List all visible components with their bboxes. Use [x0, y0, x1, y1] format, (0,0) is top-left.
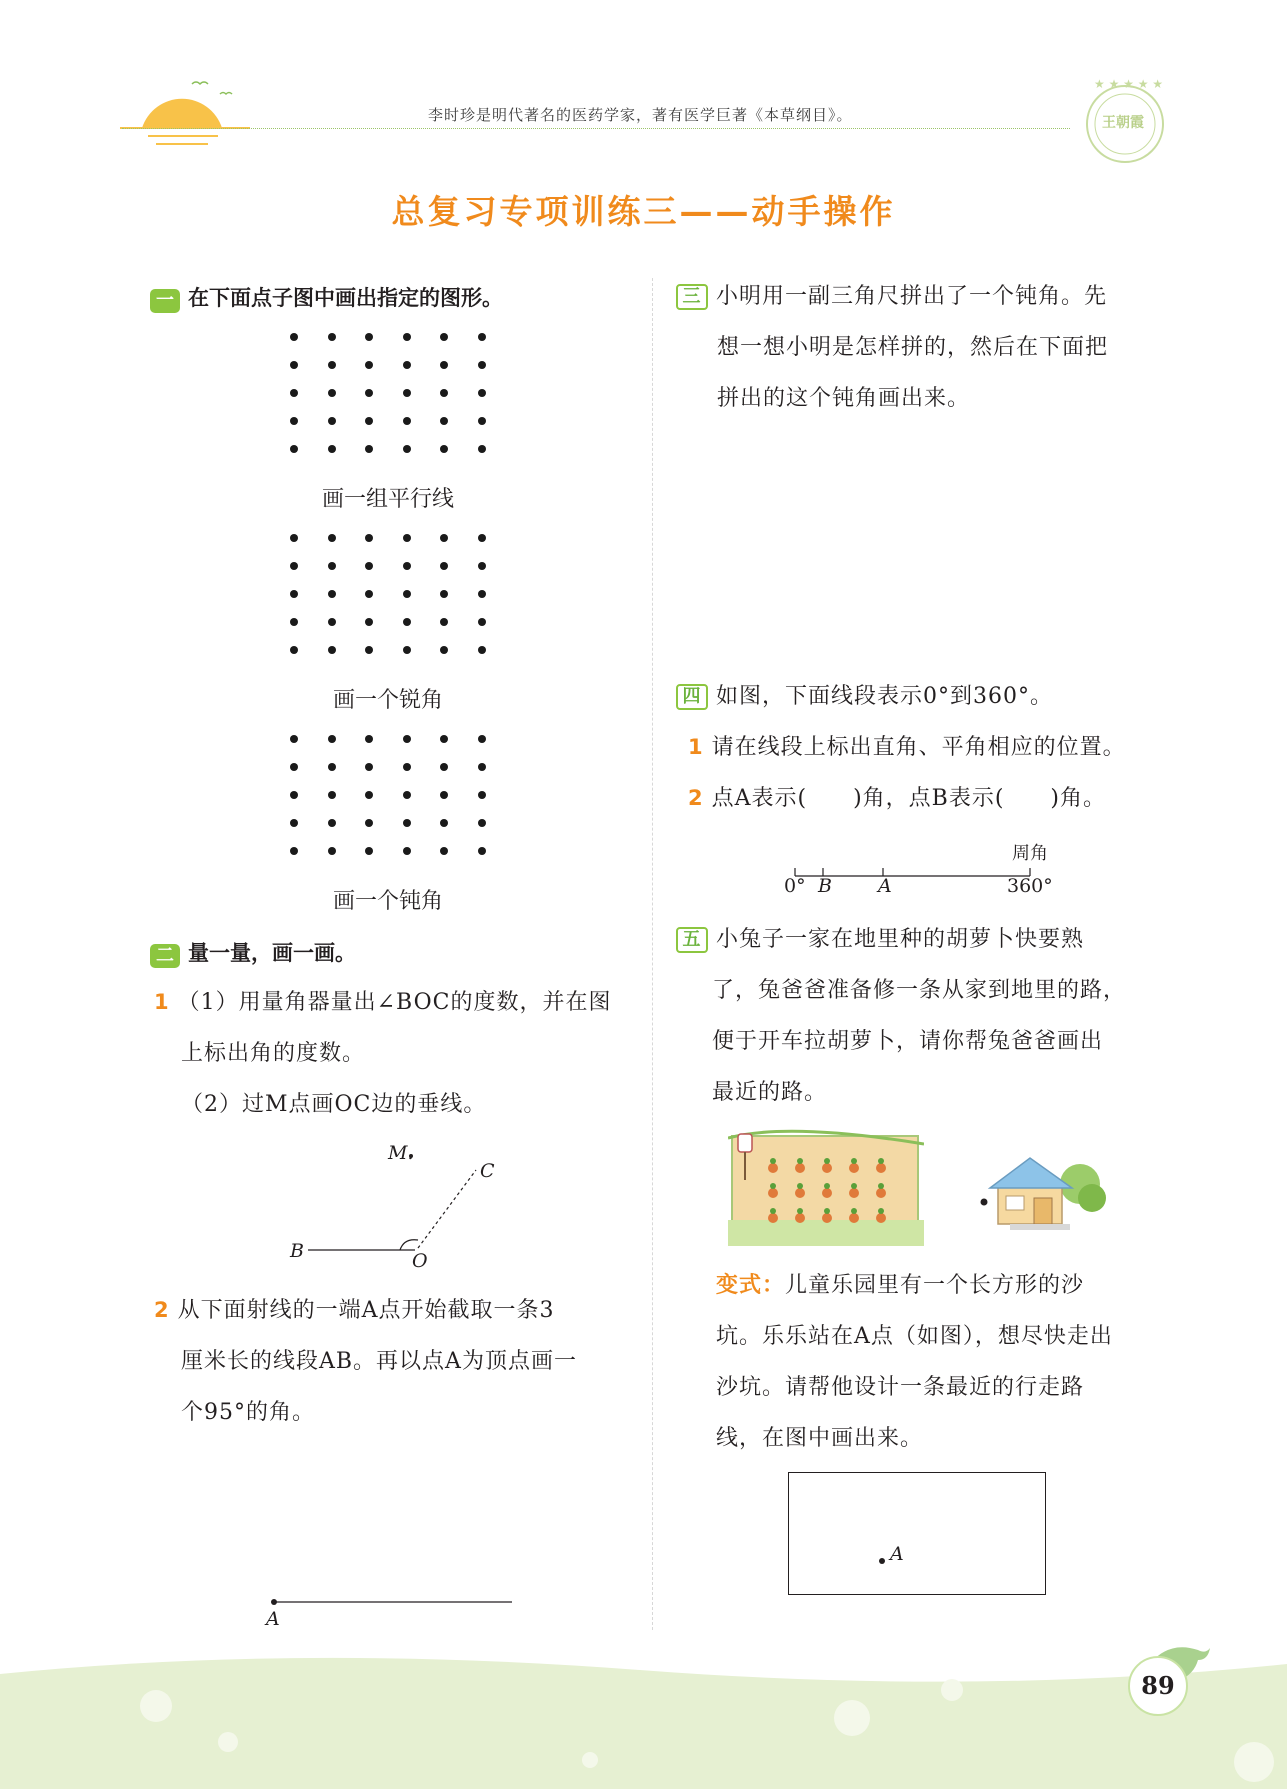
s4-heading: 如图，下面线段表示0°到360°。: [716, 684, 1053, 709]
question-number: 2: [154, 1298, 170, 1322]
footer-wave: [0, 1650, 1287, 1789]
grid-dot: [478, 590, 486, 598]
grid-dot: [403, 590, 411, 598]
grid-dot: [290, 847, 298, 855]
section-number-badge: 二: [150, 944, 180, 968]
grid-dot: [403, 618, 411, 626]
section-number-badge: 一: [150, 289, 180, 313]
variant-line1: 儿童乐园里有一个长方形的沙: [785, 1273, 1085, 1298]
grid-dot: [403, 417, 411, 425]
variant-line3: 沙坑。请帮他设计一条最近的行走路: [716, 1375, 1085, 1400]
grid-dot: [290, 445, 298, 453]
grid-dot: [440, 417, 448, 425]
column-divider: [652, 278, 653, 1630]
page-title: 总复习专项训练三——动手操作: [391, 192, 896, 231]
label-C: C: [480, 1160, 495, 1182]
section2-header: [150, 937, 356, 968]
grid-dot: [403, 735, 411, 743]
dot-grid-acute[interactable]: [290, 534, 486, 656]
section4: [676, 671, 1171, 824]
page-number-badge: 89: [1128, 1656, 1188, 1716]
line-label-B: B: [818, 875, 832, 897]
grid-dot: [290, 361, 298, 369]
s5-line4: 最近的路。: [712, 1080, 828, 1105]
header-rule: [122, 128, 1070, 129]
header-quote: 李时珍是明代著名的医药学家，著有医学巨著《本草纲目》。: [428, 106, 853, 124]
grid-dot: [290, 646, 298, 654]
grid-dot: [365, 389, 373, 397]
grid-dot: [365, 562, 373, 570]
grid-dot: [478, 417, 486, 425]
s4-q2: 点A表示( )角，点B表示( )角。: [711, 786, 1107, 811]
grid-dot: [440, 389, 448, 397]
grid-dot: [365, 847, 373, 855]
variant-label: 变式：: [716, 1273, 786, 1298]
grid-dot: [328, 562, 336, 570]
grid-dot: [478, 847, 486, 855]
section2-q2: [154, 1285, 644, 1438]
grid-dot: [365, 735, 373, 743]
section2-q1: [154, 977, 644, 1130]
grid-dot: [403, 389, 411, 397]
section-number-badge: 四: [676, 684, 708, 710]
ray-label-A: A: [266, 1608, 280, 1630]
grid-dot: [403, 333, 411, 341]
grid-dot: [478, 763, 486, 771]
grid-dot: [403, 562, 411, 570]
grid-dot: [403, 791, 411, 799]
s3-line3: 拼出的这个钝角画出来。: [717, 386, 971, 411]
question-number: 1: [688, 735, 704, 759]
grid-dot: [328, 445, 336, 453]
grid-dot: [403, 763, 411, 771]
q1-line3: （2）过M点画OC边的垂线。: [181, 1092, 487, 1117]
section-number-badge: 五: [676, 927, 708, 953]
s5-line1: 小兔子一家在地里种的胡萝卜快要熟: [716, 927, 1085, 952]
sun-decoration: [120, 70, 250, 160]
grid-dot: [328, 819, 336, 827]
svg-text:★ ★ ★ ★ ★: ★ ★ ★ ★ ★: [1094, 77, 1164, 91]
ray-from-A[interactable]: [266, 1594, 516, 1610]
grid-dot: [328, 534, 336, 542]
section1-header: [150, 282, 503, 313]
grid-dot: [365, 333, 373, 341]
q1-line2: 上标出角的度数。: [181, 1041, 366, 1066]
grid-dot: [328, 417, 336, 425]
caption-acute: 画一个锐角: [332, 688, 443, 713]
question-number: 1: [154, 990, 170, 1014]
rabbit-house-illustration: [980, 1150, 1110, 1232]
section3: [676, 271, 1171, 424]
grid-dot: [328, 361, 336, 369]
grid-dot: [365, 791, 373, 799]
label-B: B: [290, 1240, 304, 1262]
grid-dot: [365, 763, 373, 771]
q2-line3: 个95°的角。: [181, 1400, 315, 1425]
grid-dot: [365, 445, 373, 453]
grid-dot: [440, 819, 448, 827]
line-label-A: A: [878, 875, 892, 897]
point-A-label: A: [890, 1543, 904, 1565]
grid-dot: [328, 763, 336, 771]
grid-dot: [440, 333, 448, 341]
s5-line3: 便于开车拉胡萝卜，请你帮兔爸爸画出: [712, 1029, 1104, 1054]
section2-heading: 量一量，画一画。: [188, 941, 356, 965]
grid-dot: [440, 562, 448, 570]
grid-dot: [478, 735, 486, 743]
grid-dot: [328, 618, 336, 626]
dot-grid-parallel[interactable]: [290, 333, 486, 455]
q2-line2: 厘米长的线段AB。再以点A为顶点画一: [181, 1349, 577, 1374]
grid-dot: [403, 445, 411, 453]
s5-line2: 了，兔爸爸准备修一条从家到地里的路，: [712, 978, 1127, 1003]
grid-dot: [403, 819, 411, 827]
caption-obtuse: 画一个钝角: [332, 889, 443, 914]
carrot-field-illustration: [728, 1128, 924, 1246]
grid-dot: [365, 417, 373, 425]
grid-dot: [328, 590, 336, 598]
grid-dot: [290, 534, 298, 542]
q1-line1: （1）用量角器量出∠BOC的度数，并在图: [177, 990, 612, 1015]
sandpit-rectangle[interactable]: [788, 1472, 1046, 1595]
grid-dot: [328, 847, 336, 855]
grid-dot: [403, 847, 411, 855]
grid-dot: [478, 361, 486, 369]
grid-dot: [365, 534, 373, 542]
section-number-badge: 三: [676, 284, 708, 310]
section5: [676, 914, 1171, 1118]
grid-dot: [440, 791, 448, 799]
s3-line2: 想一想小明是怎样拼的，然后在下面把: [717, 335, 1109, 360]
grid-dot: [290, 735, 298, 743]
grid-dot: [440, 361, 448, 369]
grid-dot: [290, 763, 298, 771]
section1-heading: 在下面点子图中画出指定的图形。: [188, 286, 503, 310]
grid-dot: [328, 333, 336, 341]
grid-dot: [440, 847, 448, 855]
dot-grid-obtuse[interactable]: [290, 735, 486, 857]
grid-dot: [440, 618, 448, 626]
grid-dot: [478, 618, 486, 626]
grid-dot: [328, 389, 336, 397]
grid-dot: [478, 333, 486, 341]
grid-dot: [365, 819, 373, 827]
variant-line2: 坑。乐乐站在A点（如图），想尽快走出: [716, 1324, 1113, 1349]
grid-dot: [290, 417, 298, 425]
grid-dot: [440, 646, 448, 654]
logo-text: 王朝霞: [1102, 115, 1144, 131]
grid-dot: [290, 562, 298, 570]
grid-dot: [440, 534, 448, 542]
grid-dot: [365, 590, 373, 598]
logo-seal: [1080, 74, 1170, 164]
q2-line1: 从下面射线的一端A点开始截取一条3: [177, 1298, 555, 1323]
grid-dot: [290, 618, 298, 626]
line-label-start: 0°: [784, 875, 806, 897]
grid-dot: [328, 791, 336, 799]
grid-dot: [440, 445, 448, 453]
grid-dot: [365, 361, 373, 369]
line-label-end: 360°: [1007, 875, 1053, 897]
label-M: M.: [388, 1142, 414, 1164]
grid-dot: [478, 389, 486, 397]
point-A-dot: [879, 1558, 885, 1564]
caption-parallel: 画一组平行线: [321, 487, 454, 512]
s4-q1: 请在线段上标出直角、平角相应的位置。: [711, 735, 1126, 760]
grid-dot: [440, 590, 448, 598]
grid-dot: [290, 791, 298, 799]
grid-dot: [440, 735, 448, 743]
grid-dot: [328, 735, 336, 743]
grid-dot: [403, 646, 411, 654]
grid-dot: [403, 534, 411, 542]
variant-line4: 线，在图中画出来。: [716, 1426, 924, 1451]
line-label-end-top: 周角: [1012, 843, 1048, 864]
label-O: O: [412, 1250, 428, 1272]
grid-dot: [328, 646, 336, 654]
grid-dot: [290, 333, 298, 341]
grid-dot: [403, 361, 411, 369]
grid-dot: [478, 819, 486, 827]
grid-dot: [440, 763, 448, 771]
grid-dot: [478, 534, 486, 542]
s3-line1: 小明用一副三角尺拼出了一个钝角。先: [716, 284, 1108, 309]
grid-dot: [365, 646, 373, 654]
grid-dot: [365, 618, 373, 626]
grid-dot: [290, 590, 298, 598]
section5-variant: [716, 1260, 1171, 1464]
grid-dot: [478, 791, 486, 799]
grid-dot: [290, 389, 298, 397]
grid-dot: [478, 445, 486, 453]
grid-dot: [478, 646, 486, 654]
question-number: 2: [688, 786, 704, 810]
grid-dot: [478, 562, 486, 570]
grid-dot: [290, 819, 298, 827]
